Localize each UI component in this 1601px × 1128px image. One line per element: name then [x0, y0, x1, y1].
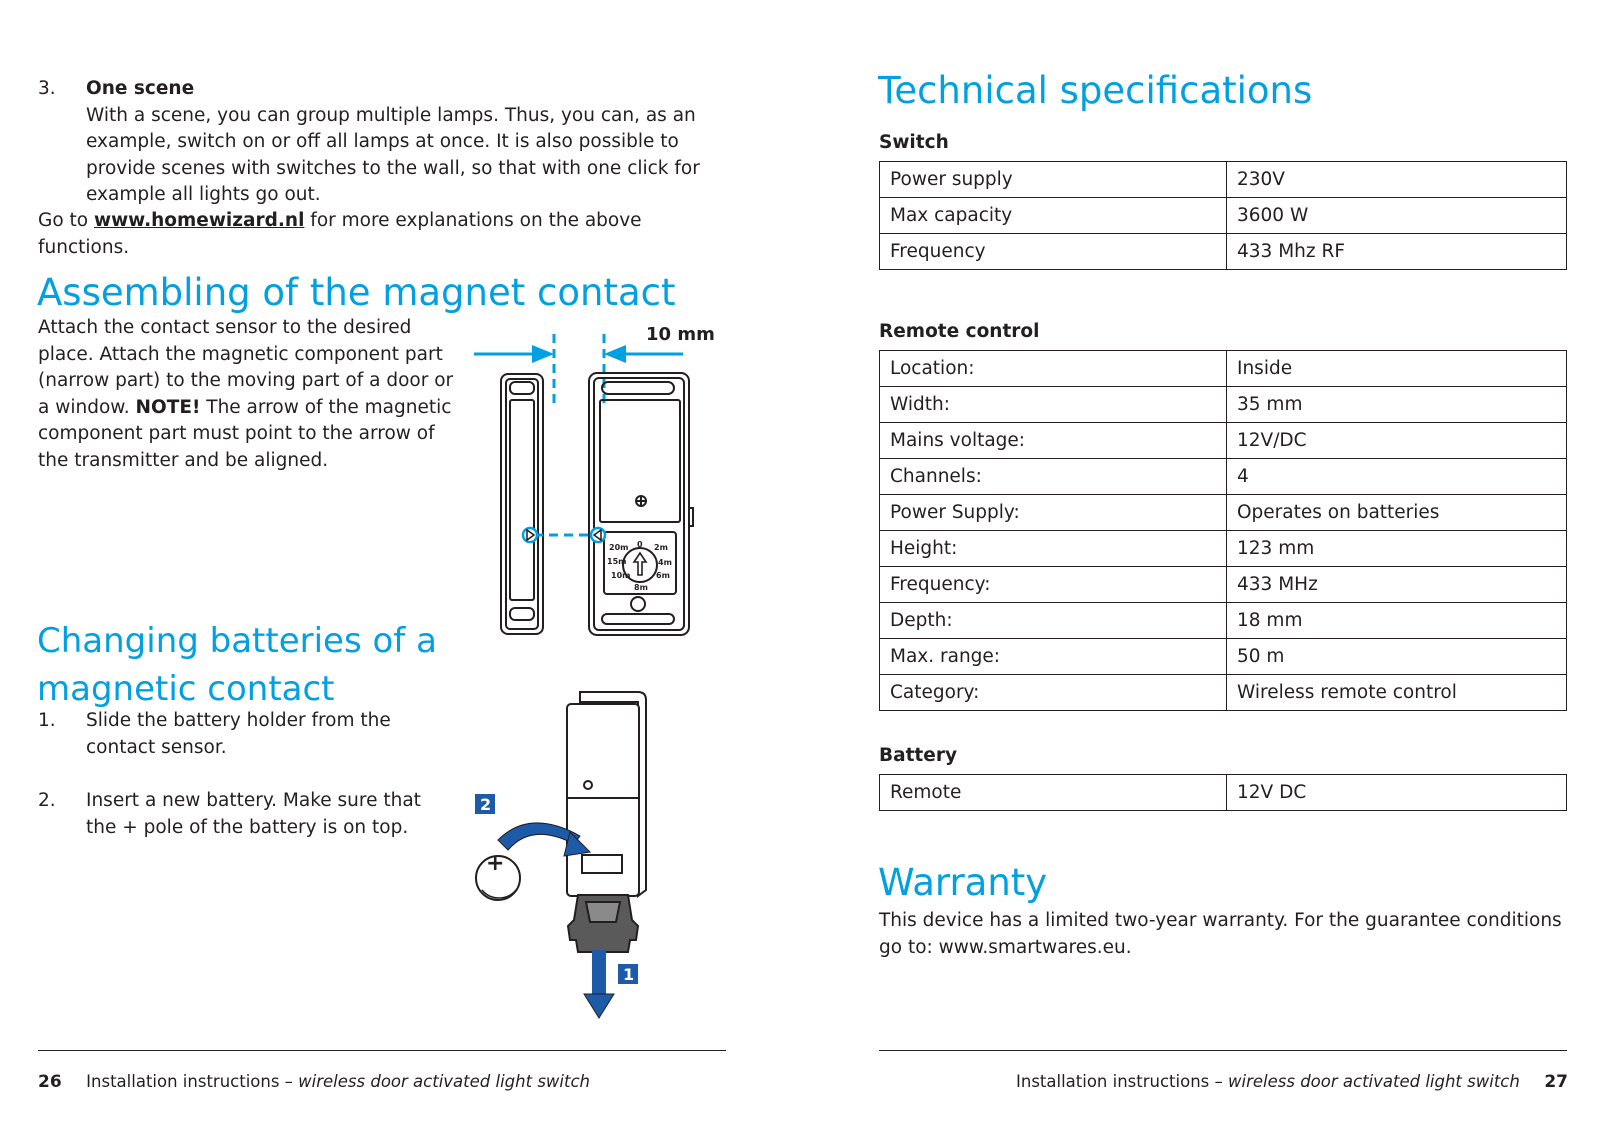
- svg-text:10m: 10m: [611, 571, 631, 580]
- magnet-section-text: [38, 315, 458, 474]
- note-label: NOTE!: [135, 396, 201, 418]
- table-row: Max. range: 50 m: [880, 639, 1567, 675]
- left-footer-rule: [38, 1050, 726, 1051]
- svg-text:8m: 8m: [634, 583, 648, 592]
- note-text: The arrow of the magnetic component part must point to the arrow of the transmitter and be aligned.: [38, 396, 452, 471]
- table-row: Location: Inside: [880, 351, 1567, 387]
- battery-coin-icon: [476, 851, 520, 900]
- step-badge-1: [618, 964, 638, 984]
- table-row: Width: 35 mm: [880, 387, 1567, 423]
- battery-heading-line1: Changing batteries of a: [37, 621, 437, 661]
- scene-item-title: One scene: [86, 78, 195, 99]
- table-row: Channels: 4: [880, 459, 1567, 495]
- svg-text:0: 0: [637, 540, 643, 549]
- table-row: Frequency 433 Mhz RF: [880, 234, 1567, 270]
- battery-step-2: [38, 788, 458, 848]
- goto-prefix: Go to: [38, 210, 94, 231]
- right-footer: [1016, 1071, 1568, 1093]
- battery-step-1: [38, 708, 458, 768]
- battery-label: Battery: [879, 745, 958, 766]
- goto-line: [38, 208, 738, 261]
- step-text: Insert a new battery. Make sure that the + pole of the battery is on top.: [86, 790, 421, 838]
- remote-spec-table: [879, 350, 1567, 711]
- table-row: Height: 123 mm: [880, 531, 1567, 567]
- table-row: Depth: 18 mm: [880, 603, 1567, 639]
- tech-specs-heading: Technical specifications: [878, 69, 1313, 112]
- magnet-contact-figure: [470, 318, 720, 658]
- warranty-text: This device has a limited two-year warranty. For the guarantee conditions go to: www.smartwares.eu.: [879, 910, 1562, 958]
- svg-text:4m: 4m: [658, 558, 672, 567]
- svg-text:2m: 2m: [654, 543, 668, 552]
- battery-heading-line2: magnetic contact: [37, 669, 335, 709]
- table-row: Max capacity 3600 W: [880, 198, 1567, 234]
- battery-plus-sign: +: [486, 851, 505, 876]
- table-row: Frequency: 433 MHz: [880, 567, 1567, 603]
- svg-text:6m: 6m: [656, 571, 670, 580]
- warranty-heading: Warranty: [878, 861, 1048, 904]
- svg-text:20m: 20m: [609, 543, 629, 552]
- scene-item-text: With a scene, you can group multiple lamps. Thus, you can, as an example, switch on or off all lamps at once. It is also possible to provide scenes with switches to the wall, so that with one click for example all lights go out.: [86, 104, 700, 205]
- footer-subtitle-right: wireless door activated light switch: [1228, 1072, 1520, 1091]
- svg-text:15m: 15m: [607, 557, 627, 566]
- dimension-label: 10 mm: [646, 324, 715, 345]
- transmitter-part: [589, 373, 693, 635]
- footer-subtitle-left: wireless door activated light switch: [298, 1072, 590, 1091]
- magnet-section-heading: Assembling of the magnet contact: [37, 271, 676, 314]
- sensor-body: [567, 692, 646, 896]
- step-number: 1.: [38, 710, 56, 731]
- page-number-left: 26: [38, 1072, 62, 1092]
- step-text: Slide the battery holder from the contact sensor.: [86, 710, 391, 758]
- dial-labels: [607, 540, 672, 592]
- step-number: 2.: [38, 790, 56, 811]
- svg-text:2: 2: [480, 795, 492, 814]
- goto-suffix: for more explanations on the above functions.: [38, 210, 642, 258]
- battery-holder: [568, 895, 638, 952]
- scene-item: [38, 76, 718, 205]
- table-row: Mains voltage: 12V/DC: [880, 423, 1567, 459]
- table-row: Category: Wireless remote control: [880, 675, 1567, 711]
- battery-spec-table: [879, 774, 1567, 811]
- magnet-part: [501, 374, 543, 634]
- battery-change-figure: [470, 690, 690, 1030]
- right-footer-rule: [879, 1050, 1567, 1051]
- footer-title-left: Installation instructions –: [86, 1072, 299, 1091]
- battery-section-heading: [37, 617, 467, 713]
- left-footer: [38, 1071, 590, 1093]
- alignment-arrows: [523, 528, 605, 542]
- switch-label: Switch: [879, 132, 949, 153]
- pull-arrow: [584, 950, 614, 1018]
- homewizard-link[interactable]: www.homewizard.nl: [94, 210, 305, 231]
- step-badge-2: [475, 794, 495, 814]
- magnet-intro-text: Attach the contact sensor to the desired place. Attach the magnetic component part (narrow part) to the moving part of a door or a window.: [38, 317, 454, 418]
- footer-title-right: Installation instructions –: [1016, 1072, 1228, 1091]
- table-row: Remote 12V DC: [880, 775, 1567, 811]
- remote-control-label: Remote control: [879, 321, 1040, 342]
- page-number-right: 27: [1544, 1072, 1568, 1092]
- scene-item-number: 3.: [38, 78, 56, 99]
- table-row: Power supply 230V: [880, 162, 1567, 198]
- table-row: Power Supply: Operates on batteries: [880, 495, 1567, 531]
- svg-text:1: 1: [623, 965, 635, 984]
- switch-spec-table: [879, 161, 1567, 270]
